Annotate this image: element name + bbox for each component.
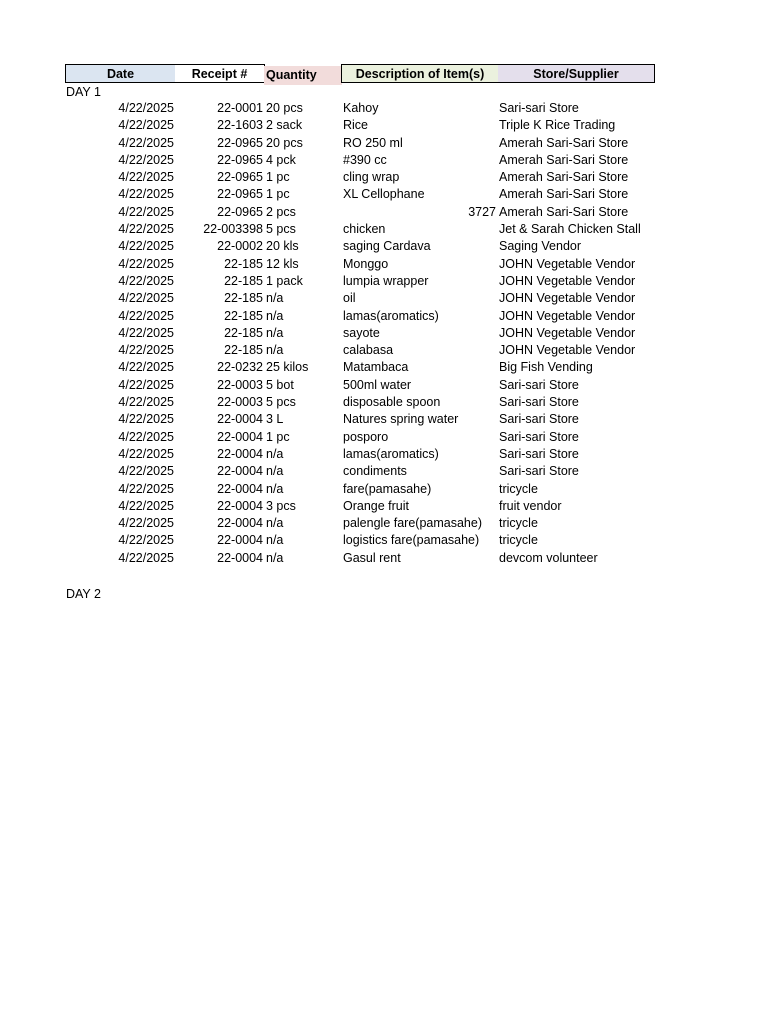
cell-receipt[interactable]: 22-0004 xyxy=(217,464,263,479)
table-row xyxy=(0,152,768,169)
cell-receipt[interactable]: 22-185 xyxy=(224,308,263,323)
cell-store[interactable]: Amerah Sari-Sari Store xyxy=(499,170,629,185)
cell-receipt[interactable]: 22-0965 xyxy=(217,187,263,202)
table-row xyxy=(0,429,768,446)
cell-description[interactable]: posporo xyxy=(343,429,389,444)
cell-store[interactable]: JOHN Vegetable Vendor xyxy=(499,325,636,340)
header-receipt[interactable]: Receipt # xyxy=(175,64,265,83)
cell-quantity[interactable]: 1 pc xyxy=(266,187,290,202)
cell-description[interactable]: RO 250 ml xyxy=(343,135,403,150)
cell-quantity[interactable]: n/a xyxy=(266,308,284,323)
cell-quantity[interactable]: 20 pcs xyxy=(266,135,303,150)
cell-store[interactable]: JOHN Vegetable Vendor xyxy=(499,291,636,306)
cell-date[interactable]: 4/22/2025 xyxy=(118,273,174,288)
day-1-label: DAY 1 xyxy=(66,85,101,99)
cell-receipt[interactable]: 22-0004 xyxy=(217,533,263,548)
table-row xyxy=(0,411,768,428)
table-row xyxy=(0,394,768,411)
cell-description[interactable]: 500ml water xyxy=(343,377,412,392)
cell-quantity[interactable]: 5 bot xyxy=(266,377,294,392)
cell-description[interactable]: saging Cardava xyxy=(343,239,431,254)
cell-quantity[interactable]: 1 pack xyxy=(266,273,303,288)
header-quantity[interactable]: Quantity xyxy=(264,66,342,85)
cell-quantity[interactable]: n/a xyxy=(266,343,284,358)
cell-description[interactable]: logistics fare(pamasahe) xyxy=(343,533,480,548)
header-store-supplier[interactable]: Store/Supplier xyxy=(498,64,655,83)
table-row xyxy=(0,550,768,567)
table-row xyxy=(0,256,768,273)
cell-date[interactable]: 4/22/2025 xyxy=(118,187,174,202)
table-row xyxy=(0,135,768,152)
cell-date[interactable]: 4/22/2025 xyxy=(118,118,174,133)
cell-store[interactable]: tricycle xyxy=(499,533,538,548)
cell-quantity[interactable]: 5 pcs xyxy=(266,222,296,237)
cell-description[interactable]: sayote xyxy=(343,325,380,340)
table-row xyxy=(0,273,768,290)
cell-date[interactable]: 4/22/2025 xyxy=(118,170,174,185)
cell-receipt[interactable]: 22-003398 xyxy=(203,222,263,237)
table-row xyxy=(0,359,768,376)
table-row xyxy=(0,377,768,394)
cell-description[interactable]: fare(pamasahe) xyxy=(343,481,432,496)
cell-receipt[interactable]: 22-0965 xyxy=(217,135,263,150)
header-date[interactable]: Date xyxy=(65,64,176,83)
table-row xyxy=(0,342,768,359)
cell-receipt[interactable]: 22-185 xyxy=(224,256,263,271)
cell-description[interactable]: cling wrap xyxy=(343,170,400,185)
table-row xyxy=(0,498,768,515)
cell-receipt[interactable]: 22-0965 xyxy=(217,170,263,185)
cell-description[interactable]: #390 cc xyxy=(343,152,387,167)
cell-description[interactable]: Natures spring water xyxy=(343,412,459,427)
table-row xyxy=(0,325,768,342)
cell-description[interactable]: lamas(aromatics) xyxy=(343,446,439,461)
cell-store[interactable]: Amerah Sari-Sari Store xyxy=(499,204,629,219)
table-row xyxy=(0,238,768,255)
cell-description[interactable]: Gasul rent xyxy=(343,550,401,565)
cell-date[interactable]: 4/22/2025 xyxy=(118,152,174,167)
cell-store[interactable]: Amerah Sari-Sari Store xyxy=(499,187,629,202)
cell-date[interactable]: 4/22/2025 xyxy=(118,204,174,219)
table-row xyxy=(0,463,768,480)
table-row xyxy=(0,186,768,203)
table-row xyxy=(0,117,768,134)
table-row xyxy=(0,515,768,532)
cell-store[interactable]: Sari-sari Store xyxy=(499,395,579,410)
cell-description[interactable]: Matambaca xyxy=(343,360,409,375)
cell-receipt[interactable]: 22-185 xyxy=(224,343,263,358)
cell-date[interactable]: 4/22/2025 xyxy=(118,256,174,271)
table-row xyxy=(0,532,768,549)
cell-store[interactable]: JOHN Vegetable Vendor xyxy=(499,256,636,271)
cell-date[interactable]: 4/22/2025 xyxy=(118,325,174,340)
cell-receipt[interactable]: 22-0965 xyxy=(217,152,263,167)
cell-date[interactable]: 4/22/2025 xyxy=(118,360,174,375)
cell-date[interactable]: 4/22/2025 xyxy=(118,429,174,444)
cell-store[interactable]: tricycle xyxy=(499,481,538,496)
cell-quantity[interactable]: 5 pcs xyxy=(266,395,296,410)
table-row xyxy=(0,290,768,307)
cell-quantity[interactable]: 2 sack xyxy=(266,118,303,133)
cell-quantity[interactable]: n/a xyxy=(266,481,284,496)
cell-quantity[interactable]: 1 pc xyxy=(266,429,290,444)
cell-quantity[interactable]: 4 pck xyxy=(266,152,296,167)
day-2-label: DAY 2 xyxy=(66,587,101,601)
cell-description[interactable]: calabasa xyxy=(343,343,394,358)
cell-quantity[interactable]: 3 pcs xyxy=(266,498,296,513)
cell-store[interactable]: Jet & Sarah Chicken Stall xyxy=(499,222,641,237)
cell-store[interactable]: Big Fish Vending xyxy=(499,360,593,375)
cell-store[interactable]: fruit vendor xyxy=(499,498,562,513)
cell-store[interactable]: Sari-sari Store xyxy=(499,429,579,444)
cell-receipt[interactable]: 22-0965 xyxy=(217,204,263,219)
cell-quantity[interactable]: n/a xyxy=(266,550,284,565)
cell-description[interactable]: lumpia wrapper xyxy=(343,273,429,288)
receipt-rows xyxy=(0,100,768,567)
cell-description[interactable]: condiments xyxy=(343,464,407,479)
cell-store[interactable]: Sari-sari Store xyxy=(499,446,579,461)
cell-quantity[interactable]: 12 kls xyxy=(266,256,299,271)
cell-store[interactable]: Saging Vendor xyxy=(499,239,582,254)
cell-store[interactable]: Amerah Sari-Sari Store xyxy=(499,135,629,150)
cell-quantity[interactable]: 25 kilos xyxy=(266,360,309,375)
cell-receipt[interactable]: 22-0001 xyxy=(217,101,263,115)
table-row xyxy=(0,169,768,186)
cell-description[interactable]: lamas(aromatics) xyxy=(343,308,439,323)
table-row xyxy=(0,481,768,498)
header-description[interactable]: Description of Item(s) xyxy=(341,64,499,83)
table-row xyxy=(0,446,768,463)
cell-store[interactable]: JOHN Vegetable Vendor xyxy=(499,308,636,323)
cell-date[interactable]: 4/22/2025 xyxy=(118,343,174,358)
cell-description[interactable]: XL Cellophane xyxy=(343,187,425,202)
cell-description[interactable]: Orange fruit xyxy=(343,498,410,513)
cell-date[interactable]: 4/22/2025 xyxy=(118,308,174,323)
cell-receipt[interactable]: 22-1603 xyxy=(217,118,263,133)
cell-date[interactable]: 4/22/2025 xyxy=(118,481,174,496)
cell-store[interactable]: Amerah Sari-Sari Store xyxy=(499,152,629,167)
cell-receipt[interactable]: 22-0004 xyxy=(217,412,263,427)
cell-receipt[interactable]: 22-0004 xyxy=(217,429,263,444)
cell-quantity[interactable]: n/a xyxy=(266,533,284,548)
cell-quantity[interactable]: n/a xyxy=(266,325,284,340)
cell-receipt[interactable]: 22-185 xyxy=(224,291,263,306)
cell-receipt[interactable]: 22-0004 xyxy=(217,446,263,461)
cell-quantity[interactable]: 3 L xyxy=(266,412,284,427)
cell-date[interactable]: 4/22/2025 xyxy=(118,446,174,461)
cell-quantity[interactable]: 2 pcs xyxy=(266,204,296,219)
cell-description[interactable]: Kahoy xyxy=(343,101,379,115)
cell-description[interactable]: Monggo xyxy=(343,256,389,271)
cell-quantity[interactable]: 20 pcs xyxy=(266,101,303,115)
cell-date[interactable]: 4/22/2025 xyxy=(118,291,174,306)
cell-number[interactable]: 3727 xyxy=(468,204,496,219)
cell-store[interactable]: Triple K Rice Trading xyxy=(499,118,616,133)
cell-date[interactable]: 4/22/2025 xyxy=(118,222,174,237)
cell-store[interactable]: tricycle xyxy=(499,516,538,531)
cell-store[interactable]: Sari-sari Store xyxy=(499,377,579,392)
cell-receipt[interactable]: 22-0003 xyxy=(217,395,263,410)
cell-store[interactable]: Sari-sari Store xyxy=(499,412,579,427)
cell-receipt[interactable]: 22-185 xyxy=(224,325,263,340)
cell-date[interactable]: 4/22/2025 xyxy=(118,101,174,115)
cell-date[interactable]: 4/22/2025 xyxy=(118,377,174,392)
cell-description[interactable]: disposable spoon xyxy=(343,395,441,410)
cell-date[interactable]: 4/22/2025 xyxy=(118,498,174,513)
cell-store[interactable]: JOHN Vegetable Vendor xyxy=(499,343,636,358)
cell-description[interactable]: Rice xyxy=(343,118,369,133)
cell-date[interactable]: 4/22/2025 xyxy=(118,550,174,565)
cell-receipt[interactable]: 22-0004 xyxy=(217,481,263,496)
cell-date[interactable]: 4/22/2025 xyxy=(118,516,174,531)
cell-quantity[interactable]: 20 kls xyxy=(266,239,299,254)
cell-description[interactable]: chicken xyxy=(343,222,386,237)
cell-date[interactable]: 4/22/2025 xyxy=(118,395,174,410)
cell-date[interactable]: 4/22/2025 xyxy=(118,412,174,427)
cell-date[interactable]: 4/22/2025 xyxy=(118,464,174,479)
cell-date[interactable]: 4/22/2025 xyxy=(118,533,174,548)
table-row xyxy=(0,308,768,325)
cell-receipt[interactable]: 22-0004 xyxy=(217,516,263,531)
table-row xyxy=(0,221,768,238)
cell-description[interactable]: oil xyxy=(343,291,356,306)
cell-receipt[interactable]: 22-0004 xyxy=(217,498,263,513)
cell-quantity[interactable]: n/a xyxy=(266,516,284,531)
cell-receipt[interactable]: 22-0004 xyxy=(217,550,263,565)
cell-store[interactable]: devcom volunteer xyxy=(499,550,598,565)
cell-quantity[interactable]: n/a xyxy=(266,291,284,306)
table-row xyxy=(0,204,768,221)
cell-date[interactable]: 4/22/2025 xyxy=(118,135,174,150)
cell-quantity[interactable]: n/a xyxy=(266,446,284,461)
cell-receipt[interactable]: 22-185 xyxy=(224,273,263,288)
cell-store[interactable]: JOHN Vegetable Vendor xyxy=(499,273,636,288)
cell-receipt[interactable]: 22-0002 xyxy=(217,239,263,254)
cell-description[interactable]: palengle fare(pamasahe) xyxy=(343,516,482,531)
cell-quantity[interactable]: 1 pc xyxy=(266,170,290,185)
cell-quantity[interactable]: n/a xyxy=(266,464,284,479)
cell-store[interactable]: Sari-sari Store xyxy=(499,464,579,479)
cell-receipt[interactable]: 22-0003 xyxy=(217,377,263,392)
cell-receipt[interactable]: 22-0232 xyxy=(217,360,263,375)
cell-store[interactable]: Sari-sari Store xyxy=(499,101,579,115)
table-row xyxy=(0,100,768,117)
cell-date[interactable]: 4/22/2025 xyxy=(118,239,174,254)
